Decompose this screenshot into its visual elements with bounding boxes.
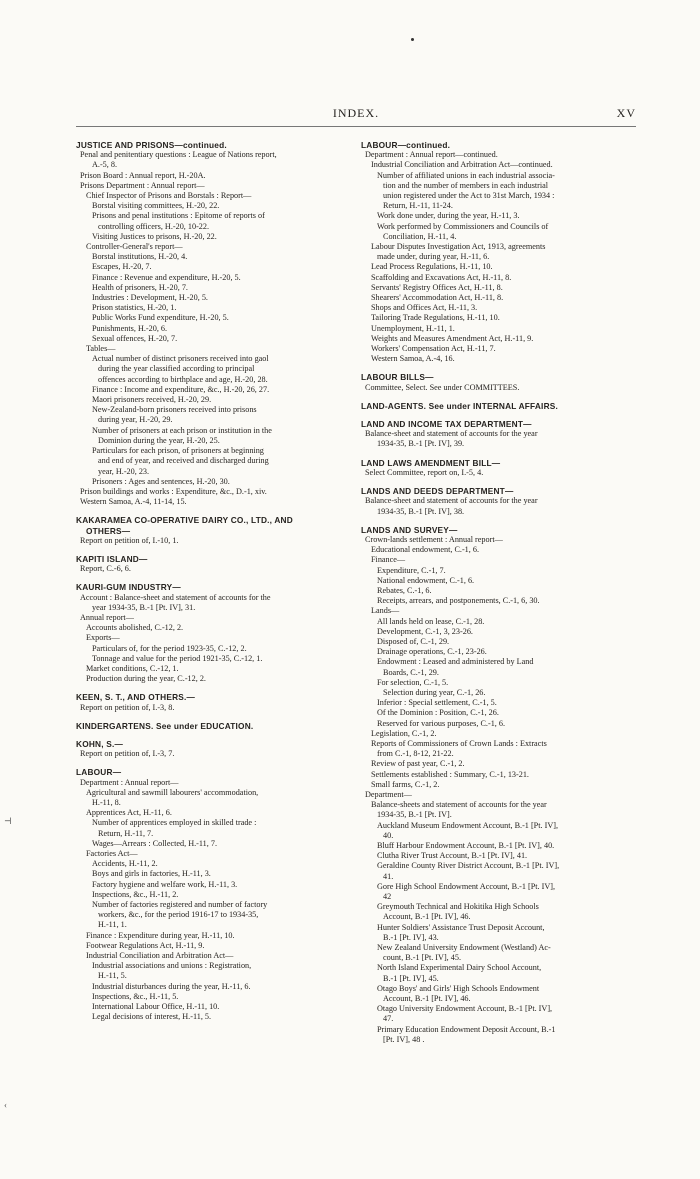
index-entry-line: controlling officers, H.-20, 10-22. (98, 221, 210, 231)
index-entry-line: Public Works Fund expenditure, H.-20, 5. (92, 313, 229, 323)
index-entry-line: New Zealand University Endowment (Westland) Ac- (377, 943, 551, 953)
page-number: XV (616, 106, 636, 120)
index-entry-line: Prisoners : Ages and sentences, H.-20, 30. (92, 476, 230, 486)
index-entry-line: Reserved for various purposes, C.-1, 6. (377, 718, 506, 728)
index-entry-line: Disposed of, C.-1, 29. (377, 636, 450, 646)
index-heading: KOHN, S.— (76, 738, 123, 749)
index-entry-line: 1934-35, B.-1 [Pt. IV]. (377, 810, 452, 820)
index-entry-line: Industries : Development, H.-20, 5. (92, 293, 208, 303)
index-entry-line: Labour Disputes Investigation Act, 1913, agreements (371, 242, 546, 252)
index-entry-line: Tailoring Trade Regulations, H.-11, 10. (371, 313, 500, 323)
entry-gap (361, 364, 637, 372)
index-entry-line: Prison Board : Annual report, H.-20A. (80, 170, 206, 180)
index-entry-line: B.-1 [Pt. IV], 43. (383, 932, 439, 942)
index-entry-line: Report on petition of, I.-10, 1. (80, 535, 179, 545)
page-header (76, 106, 636, 122)
index-entry-line: Boards, C.-1, 29. (383, 667, 439, 677)
index-entry-line: Return, H.-11, 7. (98, 828, 154, 838)
index-entry-line: Settlements established : Summary, C.-1, 13-21. (371, 769, 529, 779)
index-entry-line: Accidents, H.-11, 2. (92, 859, 158, 869)
index-entry-line: 41. (383, 871, 394, 881)
entry-gap (76, 759, 352, 767)
index-entry-line: Factories Act— (86, 849, 138, 858)
index-entry-line: Otago Boys' and Girls' High Schools Endowment (377, 983, 540, 993)
index-entry-line: National endowment, C.-1, 6. (377, 575, 475, 585)
index-entry-line: Crown-lands settlement : Annual report— (365, 534, 503, 544)
index-entry-line: Shearers' Accommodation Act, H.-11, 8. (371, 293, 504, 303)
index-entry-line: Lands— (371, 606, 400, 616)
index-entry-line: and end of year, and received and discharged during (98, 456, 269, 466)
index-entry-line: Department— (365, 789, 412, 799)
index-heading: LAND-AGENTS. See under INTERNAL AFFAIRS. (361, 400, 558, 411)
index-entry-line: Workers' Compensation Act, H.-11, 7. (371, 344, 496, 354)
index-entry-line: tion and the number of members in each industrial (383, 180, 549, 190)
index-heading: LAND LAWS AMENDMENT BILL— (361, 457, 501, 468)
index-entry-line: Production during the year, C.-12, 2. (86, 674, 206, 684)
header-rule (76, 126, 636, 127)
index-entry-line: during the year classified according to principal (98, 364, 255, 374)
index-entry-line: 1934-35, B.-1 [Pt. IV], 39. (377, 439, 465, 449)
index-entry-line: workers, &c., for the period 1916-17 to 1934-35, (98, 910, 259, 920)
index-entry-line: Account : Balance-sheet and statement of accounts for the (80, 592, 271, 602)
index-entry-line: Work performed by Commissioners and Councils of (377, 221, 549, 231)
index-entry-line: Department : Annual report— (80, 777, 179, 787)
index-entry-line: Exports— (86, 633, 120, 643)
index-entry-line: Department : Annual report—continued. (365, 150, 498, 160)
index-entry-line: Borstal institutions, H.-20, 4. (92, 252, 188, 262)
index-entry-line: union registered under the Act to 31st March, 1934 : (383, 191, 555, 201)
index-entry-line: B.-1 [Pt. IV], 45. (383, 973, 439, 983)
index-entry-line: Chief Inspector of Prisons and Borstals : Report— (86, 191, 252, 201)
index-entry-line: Receipts, arrears, and postponements, C.-1, 6, 30. (377, 596, 540, 606)
index-entry-line: Auckland Museum Endowment Account, B.-1 [Pt. IV], (377, 820, 559, 830)
index-entry-line: Gore High School Endowment Account, B.-1 [Pt. IV], (377, 881, 556, 891)
index-entry-line: All lands held on lease, C.-1, 28. (377, 616, 485, 626)
index-entry-line: Prison statistics, H.-20, 1. (92, 303, 177, 313)
index-column-left (76, 140, 352, 1022)
index-entry-line: H.-11, 5. (98, 971, 127, 981)
index-heading: KINDERGARTENS. See under EDUCATION. (76, 720, 254, 731)
index-heading: LAND AND INCOME TAX DEPARTMENT— (361, 419, 532, 430)
index-entry-line: Unemployment, H.-11, 1. (371, 323, 455, 333)
margin-mark: ‹ (4, 1100, 7, 1110)
index-heading: KEEN, S. T., AND OTHERS.— (76, 692, 196, 703)
index-entry-line: Penal and penitentiary questions : League of Nations report, (80, 150, 277, 160)
index-entry-line: Small farms, C.-1, 2. (371, 779, 440, 789)
index-entry-line: Lead Process Regulations, H.-11, 10. (371, 262, 493, 272)
entry-gap (361, 517, 637, 525)
index-entry-line: year, H.-20, 23. (98, 466, 150, 476)
index-column-right (361, 140, 637, 1045)
index-entry-line: Apprentices Act, H.-11, 6. (86, 808, 172, 818)
index-entry-line: Market conditions, C.-12, 1. (86, 663, 179, 673)
page-title: INDEX. (332, 106, 380, 120)
index-entry-line: Maori prisoners received, H.-20, 29. (92, 395, 212, 405)
index-entry-line: Select Committee, report on, I.-5, 4. (365, 467, 484, 477)
entry-gap (361, 393, 637, 401)
entry-gap (76, 713, 352, 721)
index-entry-line: Selection during year, C.-1, 26. (383, 687, 486, 697)
index-entry-line: Punishments, H.-20, 6. (92, 323, 168, 333)
index-entry-line: Finance : Income and expenditure, &c., H.-20, 26, 27. (92, 384, 270, 394)
index-entry-line: Prisons Department : Annual report— (80, 180, 205, 190)
entry-gap (361, 478, 637, 486)
index-entry-line: Number of apprentices employed in skilled trade : (92, 818, 257, 828)
index-entry-line: during year, H.-20, 29. (98, 415, 173, 425)
index-entry-line: Committee, Select. See under COMMITTEES. (365, 382, 520, 392)
index-entry-line: Particulars of, for the period 1923-35, C.-12, 2. (92, 643, 247, 653)
index-heading: LANDS AND SURVEY— (361, 524, 458, 535)
index-entry-line: Finance— (371, 555, 406, 565)
index-entry-line: Industrial Conciliation and Arbitration Act— (86, 951, 234, 961)
index-entry-line: Report on petition of, I.-3, 7. (80, 749, 175, 759)
index-entry-line: Greymouth Technical and Hokitika High Schools (377, 902, 539, 912)
index-entry-line: from C.-1, 8-12, 21-22. (377, 749, 454, 759)
index-entry-line: Of the Dominion : Position, C.-1, 26. (377, 708, 499, 718)
index-entry-line: H.-11, 8. (92, 797, 121, 807)
index-entry-line: Inferior : Special settlement, C.-1, 5. (377, 698, 497, 708)
index-heading: LABOUR—continued. (361, 140, 451, 150)
index-entry-line: New-Zealand-born prisoners received into prisons (92, 405, 257, 415)
index-entry-line: Visiting Justices to prisons, H.-20, 22. (92, 231, 217, 241)
index-entry-line: Industrial disturbances during the year, H.-11, 6. (92, 981, 251, 991)
index-entry-line: Geraldine County River District Account, B.-1 [Pt. IV], (377, 861, 560, 871)
index-entry-line: Factory hygiene and welfare work, H.-11, 3. (92, 879, 238, 889)
index-entry-line: Actual number of distinct prisoners received into gaol (92, 354, 269, 364)
index-entry-line: Account, B.-1 [Pt. IV], 46. (383, 994, 471, 1004)
entry-gap (361, 450, 637, 458)
index-entry-line: Boys and girls in factories, H.-11, 3. (92, 869, 211, 879)
index-entry-line: Scaffolding and Excavations Act, H.-11, 8. (371, 272, 512, 282)
index-heading: JUSTICE AND PRISONS—continued. (76, 140, 227, 150)
index-heading: LABOUR— (76, 767, 122, 778)
index-entry-line: Balance-sheet and statement of accounts for the year (365, 496, 538, 506)
index-entry-line: Inspections, &c., H.-11, 2. (92, 889, 179, 899)
index-heading-continuation: OTHERS— (86, 525, 131, 536)
index-entry-line: Accounts abolished, C.-12, 2. (86, 623, 184, 633)
index-entry-line: Finance : Expenditure during year, H.-11, 10. (86, 930, 235, 940)
entry-gap (76, 574, 352, 582)
index-entry-line: Bluff Harbour Endowment Account, B.-1 [Pt. IV], 40. (377, 841, 555, 850)
index-entry-line: count, B.-1 [Pt. IV], 45. (383, 953, 462, 963)
index-entry-line: Particulars for each prison, of prisoners at beginning (92, 446, 264, 456)
index-entry-line: Shops and Offices Act, H.-11, 3. (371, 303, 478, 313)
index-entry-line: Legislation, C.-1, 2. (371, 728, 437, 738)
index-heading: KAPITI ISLAND— (76, 553, 148, 564)
index-heading: KAKARAMEA CO-OPERATIVE DAIRY CO., LTD., AND (76, 515, 293, 526)
index-entry-line: Tonnage and value for the period 1921-35, C.-12, 1. (92, 653, 263, 663)
index-entry-line: Work done under, during the year, H.-11, 3. (377, 211, 520, 221)
index-entry-line: Footwear Regulations Act, H.-11, 9. (86, 940, 205, 950)
index-entry-line: Agricultural and sawmill labourers' accommodation, (86, 787, 259, 797)
margin-mark: ⊣ (4, 816, 12, 826)
index-entry-line: Sexual offences, H.-20, 7. (92, 333, 178, 343)
index-entry-line: Return, H.-11, 11-24. (383, 201, 453, 211)
index-entry-line: Annual report— (80, 612, 134, 622)
index-entry-line: For selection, C.-1, 5. (377, 677, 449, 687)
index-entry-line: Drainage operations, C.-1, 23-26. (377, 647, 487, 657)
index-entry-line: Inspections, &c., H.-11, 5. (92, 991, 179, 1001)
index-entry-line: Hunter Soldiers' Assistance Trust Deposit Account, (377, 922, 545, 932)
index-entry-line: A.-5, 8. (92, 160, 118, 170)
index-entry-line: Development, C.-1, 3, 23-26. (377, 626, 473, 636)
index-entry-line: Controller-General's report— (86, 242, 183, 252)
index-entry-line: Weights and Measures Amendment Act, H.-11, 9. (371, 333, 534, 343)
index-entry-line: Prison buildings and works : Expenditure, &c., D.-1, xiv. (80, 486, 267, 496)
index-entry-line: International Labour Office, H.-11, 10. (92, 1002, 220, 1012)
index-entry-line: Conciliation, H.-11, 4. (383, 231, 457, 241)
index-entry-line: Educational endowment, C.-1, 6. (371, 545, 480, 555)
index-heading: LABOUR BILLS— (361, 372, 434, 383)
index-heading: LANDS AND DEEDS DEPARTMENT— (361, 486, 514, 497)
entry-gap (76, 684, 352, 692)
index-entry-line: Number of prisoners at each prison or institution in the (92, 425, 272, 435)
index-entry-line: Review of past year, C.-1, 2. (371, 759, 465, 769)
index-entry-line: Tables— (86, 344, 116, 354)
index-entry-line: Dominion during the year, H.-20, 25. (98, 435, 220, 445)
index-entry-line: Balance-sheets and statement of accounts for the year (371, 800, 547, 810)
index-entry-line: Reports of Commissioners of Crown Lands : Extracts (371, 738, 547, 748)
index-entry-line: Borstal visiting committees, H.-20, 22. (92, 201, 220, 211)
entry-gap (76, 546, 352, 554)
index-entry-line: Otago University Endowment Account, B.-1 [Pt. IV], (377, 1004, 553, 1014)
index-entry-line: Endowment : Leased and administered by Land (377, 657, 534, 667)
index-entry-line: Industrial associations and unions : Registration, (92, 961, 252, 971)
index-entry-line: Western Samoa, A.-4, 16. (371, 354, 455, 364)
index-entry-line: Western Samoa, A.-4, 11-14, 15. (80, 497, 187, 507)
index-entry-line: Report, C.-6, 6. (80, 564, 131, 574)
index-entry-line: 47. (383, 1014, 394, 1024)
index-entry-line: Escapes, H.-20, 7. (92, 262, 152, 272)
index-entry-line: Number of factories registered and number of factory (92, 900, 268, 910)
index-entry-line: Finance : Revenue and expenditure, H.-20, 5. (92, 272, 241, 282)
index-entry-line: Primary Education Endowment Deposit Account, B.-1 (377, 1024, 556, 1034)
index-entry-line: Industrial Conciliation and Arbitration Act—continued. (371, 160, 553, 170)
index-entry-line: 40. (383, 830, 394, 840)
index-entry-line: Legal decisions of interest, H.-11, 5. (92, 1012, 212, 1022)
index-entry-line: Number of affiliated unions in each industrial associa- (377, 170, 555, 180)
index-entry-line: North Island Experimental Dairy School Account, (377, 963, 542, 973)
index-entry-line: Report on petition of, I.-3, 8. (80, 702, 175, 712)
index-entry-line: Wages—Arrears : Collected, H.-11, 7. (92, 838, 217, 848)
index-entry-line: Prisons and penal institutions : Epitome of reports of (92, 211, 265, 221)
index-entry-line: Rebates, C.-1, 6. (377, 585, 432, 595)
index-entry-line: 42 (383, 892, 392, 902)
index-heading: KAURI-GUM INDUSTRY— (76, 582, 181, 593)
entry-gap (76, 731, 352, 739)
index-entry-line: offences according to birthplace and age, H.-20, 28. (98, 374, 268, 384)
index-entry-line: Balance-sheet and statement of accounts for the year (365, 429, 538, 439)
ink-dot-mark (411, 38, 414, 41)
entry-gap (361, 411, 637, 419)
entry-gap (76, 507, 352, 515)
index-entry-line: Expenditure, C.-1, 7. (377, 565, 446, 575)
index-entry-line: Health of prisoners, H.-20, 7. (92, 282, 188, 292)
index-entry-line: H.-11, 1. (98, 920, 127, 930)
index-entry-line: year 1934-35, B.-1 [Pt. IV], 31. (92, 602, 196, 612)
index-entry-line: [Pt. IV], 48 . (383, 1034, 425, 1044)
index-entry-line: Servants' Registry Offices Act, H.-11, 8. (371, 282, 503, 292)
index-entry-line: Account, B.-1 [Pt. IV], 46. (383, 912, 471, 922)
index-entry-line: made under, during year, H.-11, 6. (377, 252, 490, 262)
index-entry-line: Clutha River Trust Account, B.-1 [Pt. IV], 41. (377, 851, 528, 861)
index-entry-line: 1934-35, B.-1 [Pt. IV], 38. (377, 506, 465, 516)
